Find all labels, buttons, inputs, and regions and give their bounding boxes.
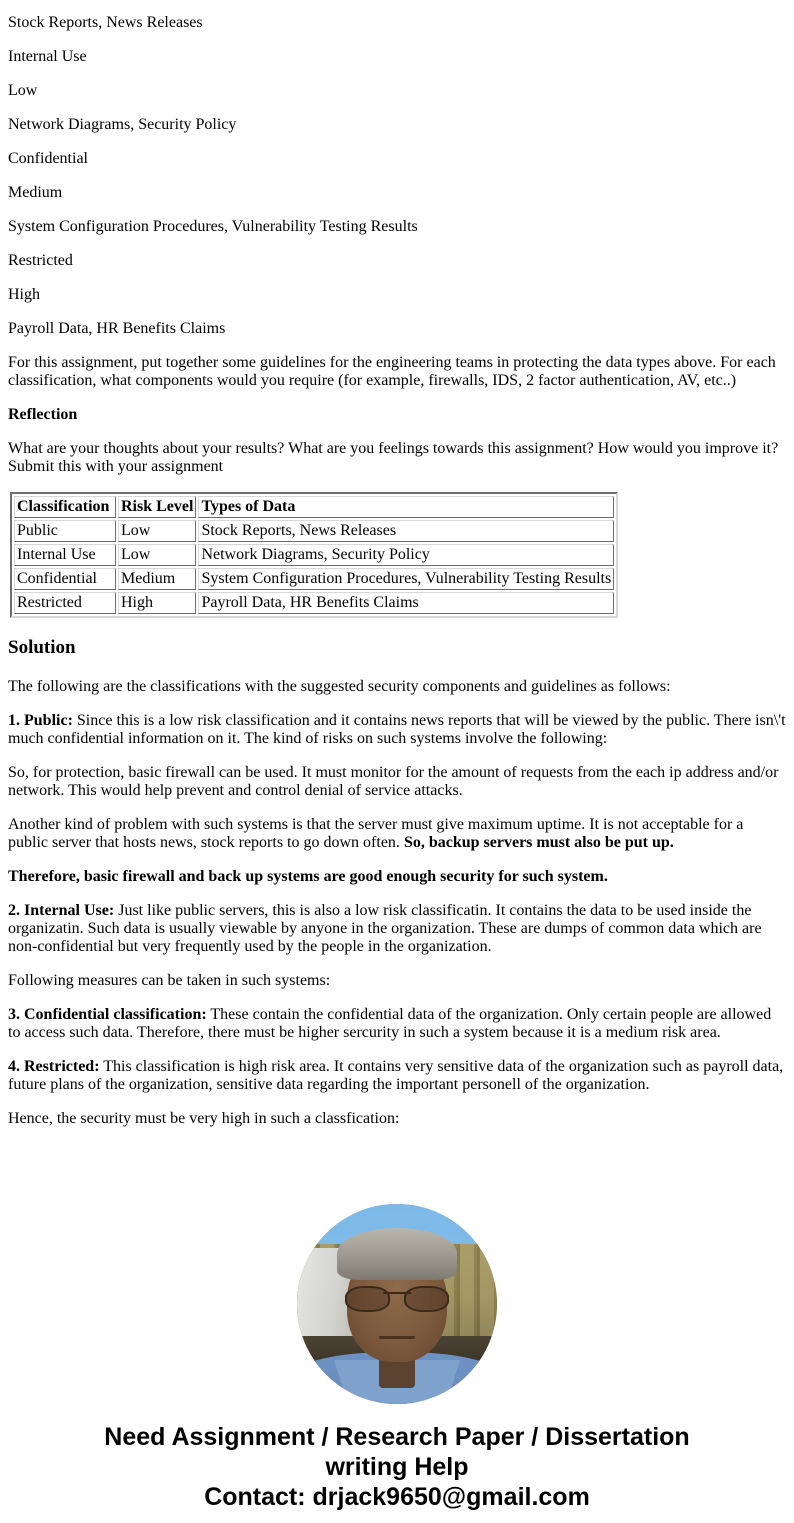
avatar-lens-right [404, 1286, 449, 1312]
document-page [0, 14, 794, 1522]
cell-classification: Confidential [14, 568, 116, 590]
avatar [297, 1204, 497, 1404]
intro-line: Low [8, 82, 38, 99]
restricted-text: This classification is high risk area. It contains very sensitive data of the organization such as payroll data, future plans of the organization, sensitive data regarding the important personell of the organization. [8, 1058, 784, 1093]
footer-promo [8, 1404, 786, 1522]
table-header-row [14, 496, 614, 518]
avatar-mouth [379, 1336, 415, 1339]
confidential-classification-paragraph [8, 1006, 786, 1042]
backup-servers-emphasis: So, backup servers must also be put up. [403, 834, 674, 851]
hence-paragraph: Hence, the security must be very high in such a classfication: [8, 1110, 400, 1127]
public-text: Since this is a low risk classification and it contains news reports that will be viewed by the public. There isn\'t much confidential information on it. The kind of risks on such systems involve the following: [8, 712, 786, 747]
classification-table [10, 492, 618, 618]
cell-classification: Restricted [14, 592, 116, 614]
confidential-label: 3. Confidential classification: [8, 1006, 207, 1023]
avatar-lens-left [345, 1286, 390, 1312]
intro-line: Internal Use [8, 48, 87, 65]
reflection-paragraph: What are your thoughts about your results? What are you feelings towards this assignment? How would you improve it? Submit this with your assignment [8, 440, 779, 475]
column-header-classification: Classification [14, 496, 116, 518]
table-body [14, 520, 614, 614]
solution-intro-paragraph: The following are the classifications with the suggested security components and guidelines as follows: [8, 678, 671, 695]
footer-line-1: Need Assignment / Research Paper / Dissertation [104, 1423, 690, 1451]
intro-line: High [8, 286, 40, 303]
cell-risk-level: Low [118, 520, 196, 542]
restricted-label: 4. Restricted: [8, 1058, 100, 1075]
reflection-heading: Reflection [8, 406, 78, 423]
table-row [14, 520, 614, 542]
internal-use-text: Just like public servers, this is also a low risk classificatin. It contains the data to be used inside the organizatin. Such data is usually viewable by anyone in the organization. These are dumps of common data which are non-confidential but very frequently used by the people in the organization. [8, 902, 762, 955]
intro-line: System Configuration Procedures, Vulnerability Testing Results [8, 218, 418, 235]
cell-types-of-data: System Configuration Procedures, Vulnerability Testing Results [198, 568, 614, 590]
public-classification-paragraph [8, 712, 786, 748]
intro-line: Network Diagrams, Security Policy [8, 116, 237, 133]
cell-classification: Public [14, 520, 116, 542]
cell-risk-level: Medium [118, 568, 196, 590]
avatar-hair [337, 1228, 457, 1280]
therefore-bold-text: Therefore, basic firewall and back up systems are good enough security for such system. [8, 868, 608, 885]
cell-types-of-data: Network Diagrams, Security Policy [198, 544, 614, 566]
cell-risk-level: High [118, 592, 196, 614]
table-row [14, 544, 614, 566]
therefore-conclusion-paragraph [8, 868, 786, 886]
intro-line: Medium [8, 184, 63, 201]
table-row [14, 592, 614, 614]
public-label: 1. Public: [8, 712, 73, 729]
intro-line: Stock Reports, News Releases [8, 14, 203, 31]
avatar-glasses-bridge [383, 1292, 411, 1294]
avatar-block [8, 1144, 786, 1404]
restricted-classification-paragraph [8, 1058, 786, 1094]
internal-use-paragraph [8, 902, 786, 956]
avatar-glasses [345, 1286, 449, 1312]
solution-heading: Solution [8, 637, 76, 658]
cell-types-of-data: Stock Reports, News Releases [198, 520, 614, 542]
intro-line: Payroll Data, HR Benefits Claims [8, 320, 226, 337]
column-header-risk-level: Risk Level [118, 496, 196, 518]
footer-line-2: writing Help [325, 1453, 469, 1481]
cell-risk-level: Low [118, 544, 196, 566]
uptime-text: Another kind of problem with such systems is that the server must give maximum uptime. It is not acceptable for a public server that hosts news, stock reports to go down often. [8, 816, 744, 851]
column-header-types-of-data: Types of Data [198, 496, 614, 518]
intro-line: Confidential [8, 150, 88, 167]
confidential-text: These contain the confidential data of the organization. Only certain people are allowed to access such data. Therefore, there must be higher sercurity in such a system because it is a medium risk area. [8, 1006, 772, 1041]
table-head [14, 496, 614, 518]
uptime-paragraph [8, 816, 786, 852]
following-measures-paragraph: Following measures can be taken in such systems: [8, 972, 331, 989]
cell-types-of-data: Payroll Data, HR Benefits Claims [198, 592, 614, 614]
intro-lines-block [8, 14, 786, 338]
footer-line-3: Contact: drjack9650@gmail.com [204, 1483, 590, 1511]
intro-line: Restricted [8, 252, 73, 269]
firewall-paragraph: So, for protection, basic firewall can be used. It must monitor for the amount of requests from the each ip address and/or network. This would help prevent and control denial of service attacks. [8, 764, 779, 799]
classification-table-wrapper [10, 492, 786, 618]
internal-use-label: 2. Internal Use: [8, 902, 115, 919]
cell-classification: Internal Use [14, 544, 116, 566]
assignment-paragraph: For this assignment, put together some guidelines for the engineering teams in protecting the data types above. For each classification, what components would you require (for example, firewalls, IDS, 2 factor authentication, AV, etc..) [8, 354, 776, 389]
table-row [14, 568, 614, 590]
